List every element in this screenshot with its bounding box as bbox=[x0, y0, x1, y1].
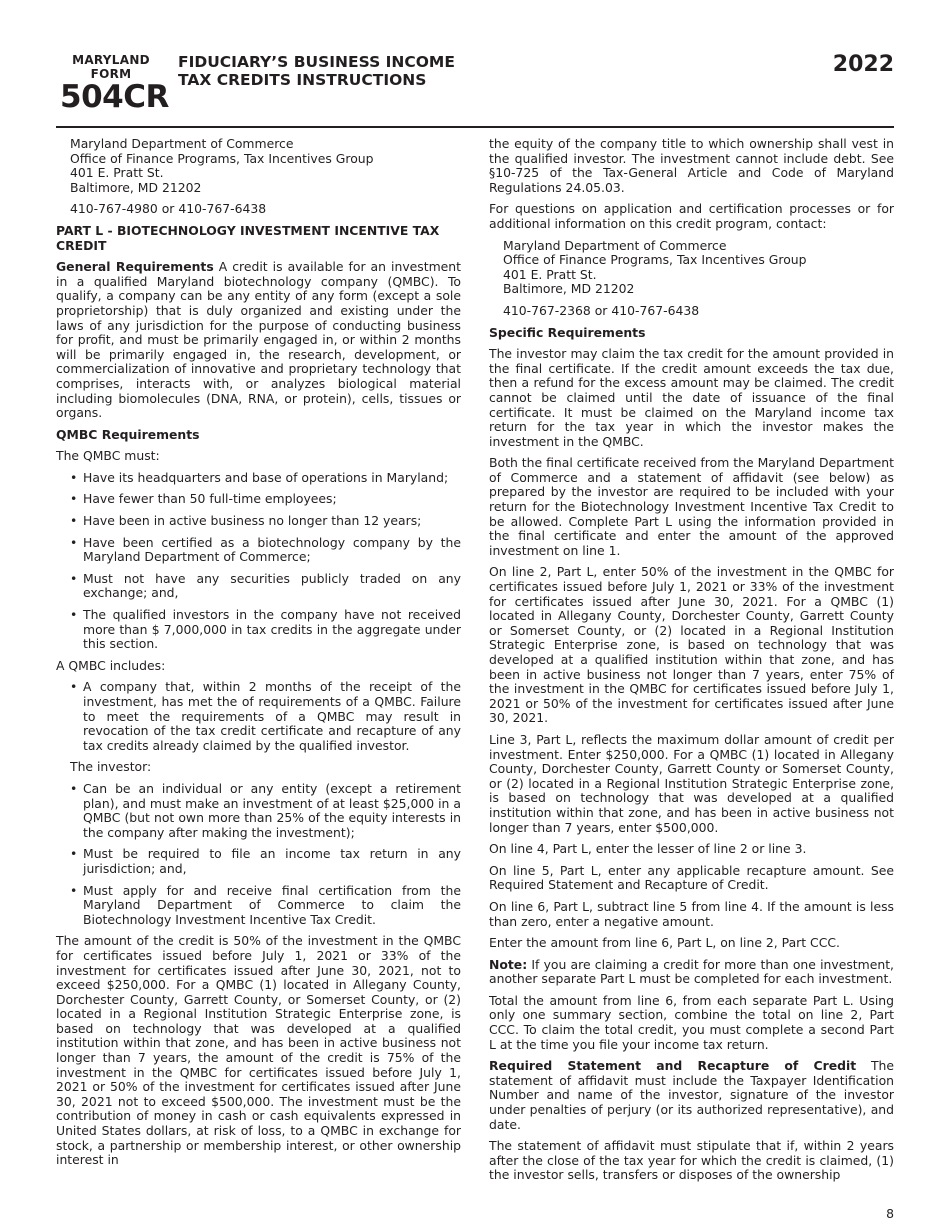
questions-paragraph: For questions on application and certification processes or for additional information on this credit program, contact: bbox=[489, 201, 894, 231]
address-line: Maryland Department of Commerce bbox=[503, 237, 727, 253]
paragraph: On line 4, Part L, enter the lesser of line 2 or line 3. bbox=[489, 841, 807, 857]
note-label: Note: bbox=[489, 956, 528, 972]
paragraph: Line 3, Part L, reflects the maximum dollar amount of credit per investment. Enter $250,000. For a QMBC (1) located in Allegany County, Dorchester County, Garrett County or Somerset County, or (2) located in a Regional Institution Strategic Enterprise zone, is based on technology that was developed at a qualified institution within that zone, and has been in active business not longer than 7 years, enter $500,000. bbox=[489, 731, 894, 835]
address-line: Office of Finance Programs, Tax Incentives Group bbox=[503, 252, 807, 268]
qmbc-includes-text: A QMBC includes: bbox=[56, 657, 166, 673]
right-column bbox=[489, 137, 894, 1190]
title-line-1: FIDUCIARY’S BUSINESS INCOME bbox=[178, 53, 455, 71]
form-number: 504CR bbox=[60, 79, 169, 115]
list-item: • Have its headquarters and base of operations in Maryland; bbox=[56, 471, 461, 486]
paragraph: On line 5, Part L, enter any applicable recapture amount. See Required Statement and Recapture of Credit. bbox=[489, 862, 894, 893]
document-title bbox=[178, 53, 455, 89]
phone-numbers-1: 410-767-4980 or 410-767-6438 bbox=[70, 201, 267, 217]
list-item: • Can be an individual or any entity (except a retirement plan), and must make an investment of at least $25,000 in a QMBC (but not own more than 25% of the equity interests in the company after making the investment); bbox=[56, 782, 461, 840]
qmbc-must-text: The QMBC must: bbox=[56, 448, 160, 464]
required-statement-paragraph bbox=[489, 1059, 894, 1132]
investor-list bbox=[56, 782, 461, 927]
title-line-2: TAX CREDITS INSTRUCTIONS bbox=[178, 71, 427, 89]
address-line: Office of Finance Programs, Tax Incentives Group bbox=[70, 150, 374, 166]
paragraph: Total the amount from line 6, from each separate Part L. Using only one summary section, combine the total on line 2, Part CCC. To claim the total credit, you must complete a second Part L at the time you file your income tax return. bbox=[489, 992, 894, 1052]
tax-year: 2022 bbox=[832, 52, 894, 77]
part-l-title: PART L - BIOTECHNOLOGY INVESTMENT INCENTIVE TAX CREDIT bbox=[56, 222, 440, 253]
general-requirements-text: A credit is available for an investment in a qualified Maryland biotechnology company (QMBC). To qualify, a company can be any entity of any form (except a sole proprietorship) that is duly organized and existing under the laws of any jurisdiction for the purpose of conducting business for profit, and must be primarily engaged in, or within 2 months will be primarily engaged in, the research, development, or commercialization of innovative and proprietary technology that comprises, interacts with, or analyzes biological material including biomolecules (DNA, RNA, or protein), cells, tissues or organs. bbox=[56, 259, 461, 421]
list-item: • Have been certified as a biotechnology company by the Maryland Department of Commerce; bbox=[56, 536, 461, 565]
address-line: Maryland Department of Commerce bbox=[70, 136, 294, 151]
required-statement-label: Required Statement and Recapture of Credit bbox=[489, 1058, 857, 1074]
form-label bbox=[62, 53, 160, 81]
paragraph: On line 6, Part L, subtract line 5 from line 4. If the amount is less than zero, enter a negative amount. bbox=[489, 898, 894, 929]
note-paragraph bbox=[489, 958, 894, 987]
commerce-address-1 bbox=[70, 137, 461, 195]
paragraph: Both the final certificate received from the Maryland Department of Commerce and a statement of affidavit (see below) as prepared by the investor are required to be included with your return for the Biotechnology Investment Incentive Tax Credit to be allowed. Complete Part L using the information provided in the final certificate and enter the amount of the approved investment on line 1. bbox=[489, 455, 894, 558]
list-item: • Have fewer than 50 full-time employees; bbox=[56, 492, 461, 507]
qmbc-includes-list bbox=[56, 680, 461, 753]
general-requirements bbox=[56, 260, 461, 421]
address-line: Baltimore, MD 21202 bbox=[503, 281, 635, 297]
paragraph: Enter the amount from line 6, Part L, on line 2, Part CCC. bbox=[489, 935, 840, 951]
paragraph: The statement of affidavit must stipulate that if, within 2 years after the close of the tax year for which the credit is claimed, (1) the investor sells, transfers or disposes of the ownership bbox=[489, 1138, 894, 1183]
list-item: • Must be required to file an income tax return in any jurisdiction; and, bbox=[56, 847, 461, 876]
phone-numbers-2: 410-767-2368 or 410-767-6438 bbox=[503, 302, 700, 318]
form-word: FORM bbox=[90, 67, 132, 81]
specific-requirements-heading: Specific Requirements bbox=[489, 324, 646, 340]
list-item: • The qualified investors in the company have not received more than $ 7,000,000 in tax credits in the aggregate under this section. bbox=[56, 608, 461, 652]
qmbc-requirements-list bbox=[56, 471, 461, 652]
credit-amount-paragraph: The amount of the credit is 50% of the investment in the QMBC for certificates issued before July 1, 2021 or 33% of the investment for certificates issued after June 30, 2021, not to exceed $250,000. For a QMBC (1) located in Allegany County, Dorchester County, Garrett County, or Somerset County, or (2) located in a Regional Institution Strategic Enterprise zone, is based on technology that was developed at a qualified institution within that zone, and has been in active business not longer than 7 years, the amount of the credit is 75% of the investment in the QMBC for certificates issued before July 1, 2021 or 50% of the investment for certificates issued after June 30, 2021 not to exceed $500,000. The investment must be the contribution of money in cash or cash equivalents expressed in United States dollars, at risk of loss, to a QMBC in exchange for stock, a partnership or membership interest, or other ownership interest in bbox=[56, 933, 461, 1168]
page-header bbox=[0, 0, 950, 130]
qmbc-requirements-heading: QMBC Requirements bbox=[56, 426, 200, 442]
investor-heading: The investor: bbox=[70, 759, 152, 775]
list-item: • Must apply for and receive final certification from the Maryland Department of Commerce to claim the Biotechnology Investment Incentive Tax Credit. bbox=[56, 884, 461, 928]
left-column bbox=[56, 137, 461, 1175]
note-text: If you are claiming a credit for more than one investment, another separate Part L must be completed for each investment. bbox=[489, 956, 894, 987]
required-statement-text: The statement of affidavit must include the Taxpayer Identification Number and name of the investor, signature of the investor under penalties of perjury (or its authorized representative), and date. bbox=[489, 1058, 895, 1132]
commerce-address-2 bbox=[503, 239, 894, 297]
header-divider bbox=[56, 126, 894, 128]
address-line: Baltimore, MD 21202 bbox=[70, 179, 202, 195]
page-number: 8 bbox=[886, 1206, 894, 1221]
paragraph: The investor may claim the tax credit for the amount provided in the final certificate. If the credit amount exceeds the tax due, then a refund for the excess amount may be claimed. The credit cannot be claimed until the date of issuance of the final certificate. It must be claimed on the Maryland income tax return for the tax year in which the investor makes the investment in the QMBC. bbox=[489, 346, 894, 449]
continued-paragraph: the equity of the company title to which ownership shall vest in the qualified investor. The investment cannot include debt. See §10-725 of the Tax-General Article and Code of Maryland Regulations 24.05.03. bbox=[489, 136, 894, 195]
list-item: • Must not have any securities publicly traded on any exchange; and, bbox=[56, 572, 461, 601]
list-item: • A company that, within 2 months of the receipt of the investment, has met the of requirements of a QMBC. Failure to meet the requirements of a QMBC may result in revocation of the tax credit certificate and recapture of any tax credits already claimed by the qualified investor. bbox=[56, 680, 461, 753]
general-requirements-label: General Requirements bbox=[56, 259, 214, 275]
paragraph: On line 2, Part L, enter 50% of the investment in the QMBC for certificates issued before July 1, 2021 or 33% of the investment for certificates issued after June 30, 2021. For a QMBC (1) located in Allegany County, Dorchester County, Garrett County or Somerset County, or (2) located in a Regional Institution Strategic Enterprise zone, is based on technology that was developed at a qualified institution within that zone, and has been in active business not longer than 7 years, enter 75% of the investment in the QMBC for certificates issued before July 1, 2021 or 50% of the investment for certificates issued after June 30, 2021. bbox=[489, 564, 894, 726]
list-item: • Have been in active business no longer than 12 years; bbox=[56, 514, 461, 529]
state-label: MARYLAND bbox=[72, 53, 150, 67]
address-line: 401 E. Pratt St. bbox=[503, 266, 597, 282]
address-line: 401 E. Pratt St. bbox=[70, 165, 164, 181]
